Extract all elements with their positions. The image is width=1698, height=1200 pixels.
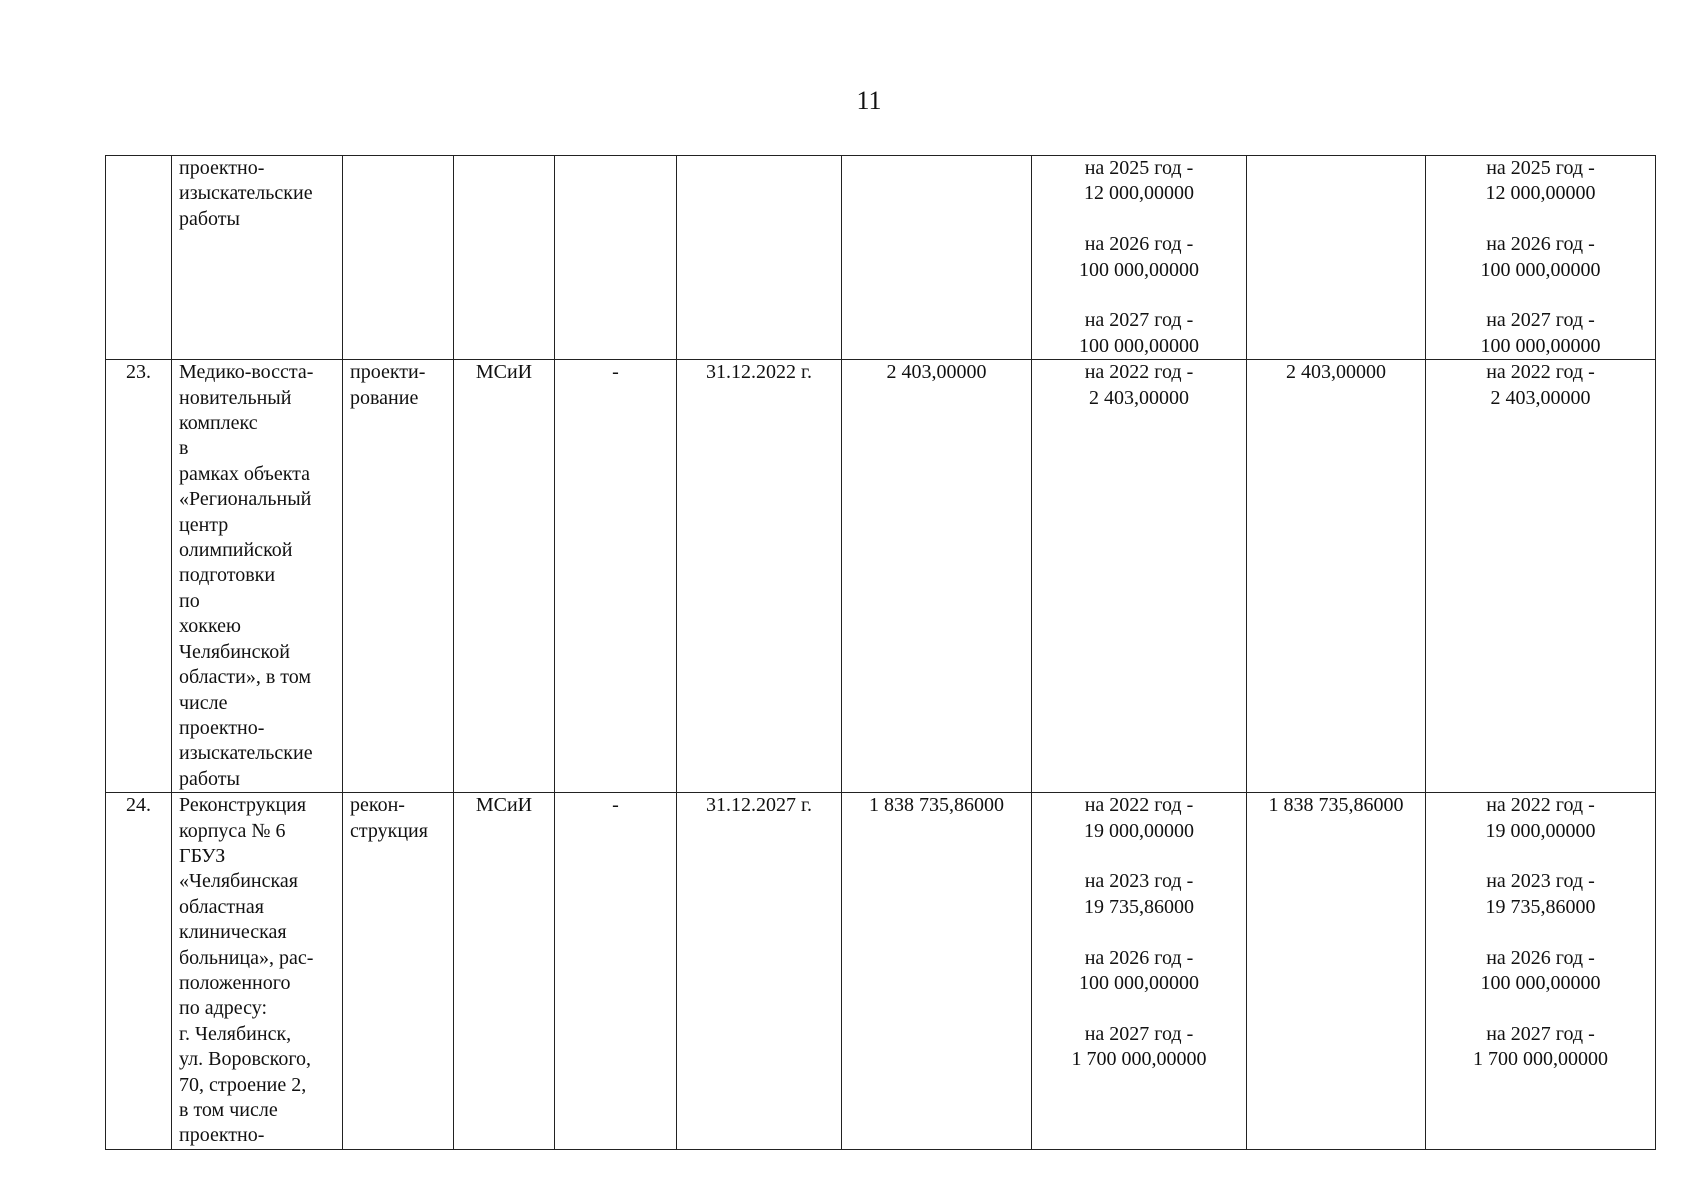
object-name-line: в том числе [179, 1099, 278, 1121]
object-name-line: центр [179, 513, 229, 536]
funding-entry [1433, 308, 1648, 359]
funding-year-label: на 2023 год - [1486, 870, 1595, 893]
object-name-line: хоккею [179, 615, 241, 638]
table-row [106, 793, 1656, 1150]
funding-year-label: на 2026 год - [1486, 946, 1595, 969]
funding-by-year-2 [1426, 793, 1656, 1150]
object-name-line: больница», рас- [179, 946, 314, 969]
dash-cell: - [555, 793, 677, 1150]
funding-amount: 100 000,00000 [1079, 971, 1199, 994]
object-name-line: изыскательские [179, 182, 313, 205]
funding-entry [1039, 308, 1239, 359]
funding-amount: 100 000,00000 [1480, 334, 1601, 357]
object-name-line: работы [179, 207, 240, 230]
object-name-line: Реконструкция [179, 794, 307, 817]
work-type [343, 360, 454, 793]
object-name-line: изыскательские [179, 742, 313, 765]
funding-entry [1039, 793, 1239, 844]
object-name-line: «Региональный [179, 488, 312, 511]
funding-amount: 19 000,00000 [1084, 819, 1194, 842]
object-name-line: подготовки по [179, 564, 276, 612]
funding-entry [1039, 360, 1239, 411]
object-name-line: проектно- [179, 1124, 265, 1147]
funding-amount: 100 000,00000 [1079, 334, 1199, 357]
object-name-line: клиническая [179, 921, 287, 944]
completion-date: 31.12.2022 г. [677, 360, 842, 793]
funding-amount: 12 000,00000 [1084, 182, 1194, 205]
object-name-line: г. Челябинск, [179, 1022, 292, 1045]
page-number: 11 [856, 86, 882, 115]
funding-amount: 19 735,86000 [1084, 895, 1194, 918]
funding-entry [1433, 360, 1648, 411]
funding-entry [1039, 156, 1239, 207]
object-name [172, 360, 343, 793]
funding-entry [1433, 793, 1648, 844]
funding-year-label: на 2027 год - [1486, 1022, 1595, 1045]
funding-year-label: на 2022 год - [1084, 794, 1194, 817]
funding-by-year [1032, 360, 1247, 793]
funding-year-label: на 2022 год - [1486, 361, 1595, 384]
object-name-line: олимпийской [179, 539, 293, 562]
object-name-line: комплекс в [179, 412, 258, 460]
work-type-line: рование [350, 386, 419, 409]
object-name-line: работы [179, 767, 240, 790]
funding-amount: 1 700 000,00000 [1071, 1048, 1207, 1071]
work-type [343, 156, 454, 360]
object-name-line: числе [179, 691, 228, 714]
funding-amount: 19 000,00000 [1485, 819, 1596, 842]
completion-date: 31.12.2027 г. [677, 793, 842, 1150]
row-number: 23. [106, 360, 172, 793]
row-number [106, 156, 172, 360]
object-name-line: рамках объекта [179, 462, 311, 485]
object-name-line: Медико-восста- [179, 361, 314, 384]
object-name-line: положенного [179, 971, 291, 994]
work-type-line: струкция [350, 819, 428, 842]
funding-year-label: на 2027 год - [1084, 309, 1194, 332]
total-amount [1247, 156, 1426, 360]
funding-entry [1039, 1022, 1239, 1073]
row-number: 24. [106, 793, 172, 1150]
funding-amount: 12 000,00000 [1485, 182, 1596, 205]
object-name-line: корпуса № 6 [179, 819, 286, 842]
object-name-line: по адресу: [179, 997, 268, 1020]
customer [454, 156, 555, 360]
object-name [172, 156, 343, 360]
object-name-line: Челябинской [179, 640, 290, 663]
funding-entry [1433, 156, 1648, 207]
total-amount: 1 838 735,86000 [1247, 793, 1426, 1150]
funding-entry [1039, 946, 1239, 997]
funding-by-year-2 [1426, 360, 1656, 793]
object-name-line: области», в том [179, 666, 312, 689]
funding-amount: 1 700 000,00000 [1473, 1048, 1608, 1071]
funding-year-label: на 2027 год - [1084, 1022, 1194, 1045]
dash-cell: - [555, 360, 677, 793]
funding-amount: 2 403,00000 [1490, 386, 1591, 409]
estimated-cost [842, 156, 1032, 360]
customer: МСиИ [454, 360, 555, 793]
object-name-line: ул. Воровского, [179, 1048, 312, 1071]
table-body [106, 156, 1656, 1150]
funding-entry [1039, 232, 1239, 283]
funding-year-label: на 2026 год - [1486, 233, 1595, 256]
funding-entry [1433, 1022, 1648, 1073]
funding-entry [1039, 869, 1239, 920]
object-name [172, 793, 343, 1150]
funding-entry [1433, 946, 1648, 997]
work-type [343, 793, 454, 1150]
funding-amount: 100 000,00000 [1480, 258, 1601, 281]
funding-by-year [1032, 156, 1247, 360]
work-type-line: проекти- [350, 361, 426, 384]
funding-entry [1433, 869, 1648, 920]
objects-table [105, 155, 1656, 1150]
object-name-line: 70, строение 2, [179, 1073, 307, 1096]
object-name-line: «Челябинская [179, 870, 299, 893]
total-amount: 2 403,00000 [1247, 360, 1426, 793]
funding-amount: 100 000,00000 [1079, 258, 1199, 281]
funding-year-label: на 2022 год - [1084, 361, 1194, 384]
funding-year-label: на 2023 год - [1084, 870, 1194, 893]
object-name-line: ГБУЗ [179, 844, 226, 867]
table-row [106, 156, 1656, 360]
funding-year-label: на 2025 год - [1486, 157, 1595, 179]
funding-amount: 19 735,86000 [1485, 895, 1596, 918]
object-name-line: проектно- [179, 716, 265, 739]
object-name-line: проектно- [179, 157, 265, 179]
completion-date [677, 156, 842, 360]
funding-year-label: на 2025 год - [1084, 157, 1194, 179]
funding-by-year [1032, 793, 1247, 1150]
estimated-cost: 1 838 735,86000 [842, 793, 1032, 1150]
funding-amount: 2 403,00000 [1089, 386, 1189, 409]
table-row [106, 360, 1656, 793]
customer: МСиИ [454, 793, 555, 1150]
object-name-line: областная [179, 895, 264, 918]
funding-by-year-2 [1426, 156, 1656, 360]
estimated-cost: 2 403,00000 [842, 360, 1032, 793]
funding-year-label: на 2022 год - [1486, 794, 1595, 817]
funding-amount: 100 000,00000 [1480, 971, 1601, 994]
funding-entry [1433, 232, 1648, 283]
dash-cell [555, 156, 677, 360]
funding-year-label: на 2027 год - [1486, 309, 1595, 332]
object-name-line: новительный [179, 386, 292, 409]
funding-year-label: на 2026 год - [1084, 233, 1194, 256]
work-type-line: рекон- [350, 794, 405, 817]
funding-year-label: на 2026 год - [1084, 946, 1194, 969]
